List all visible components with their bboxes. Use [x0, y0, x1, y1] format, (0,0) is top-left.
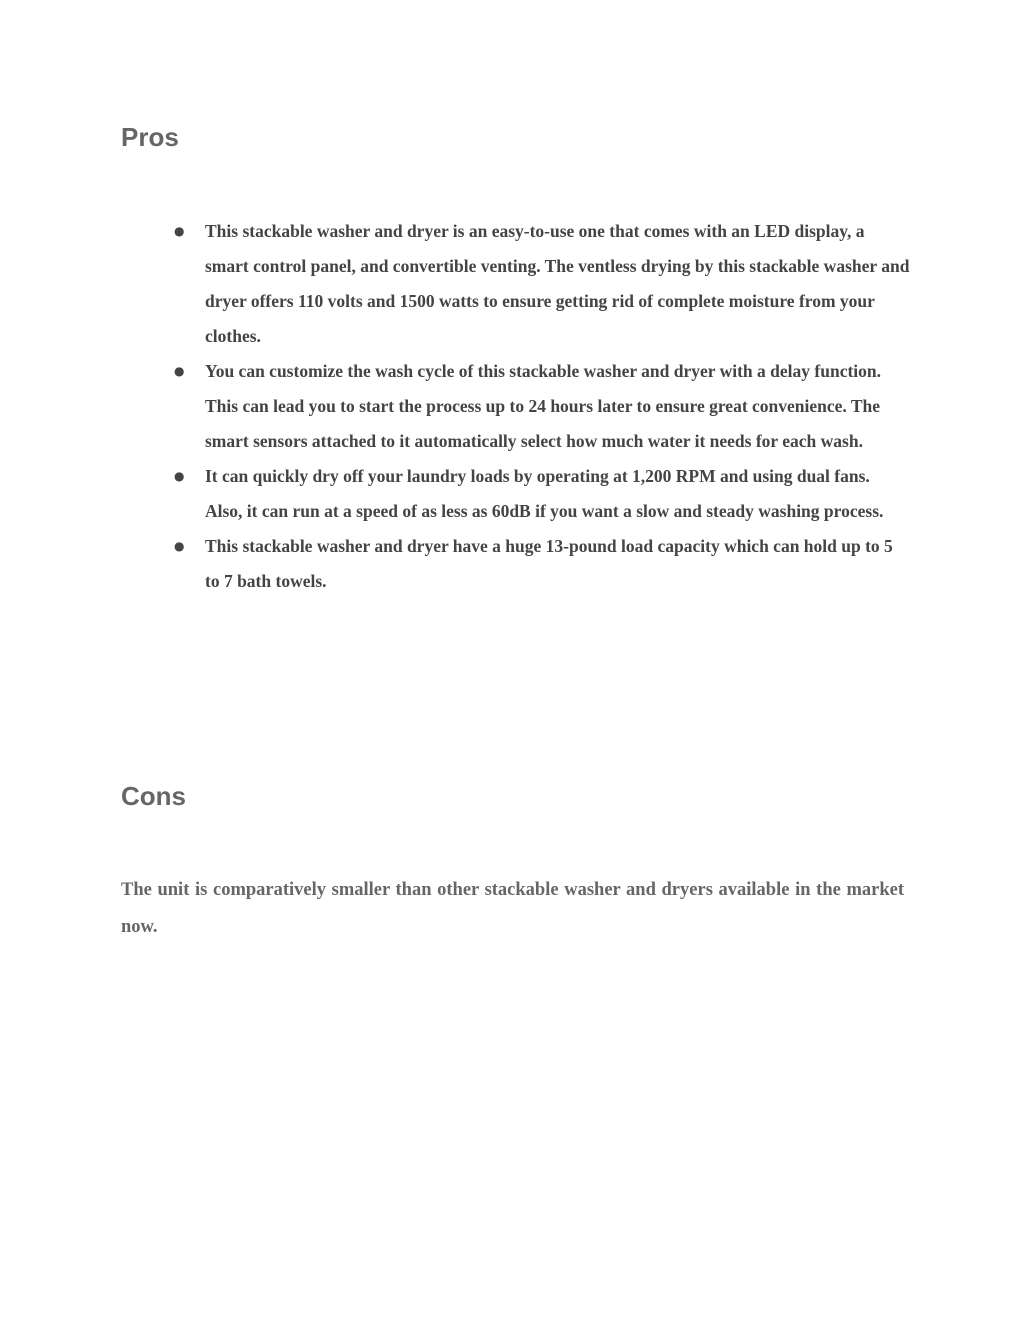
pros-item-text: You can customize the wash cycle of this stackable washer and dryer with a delay function. This can lead you to start the process up to 24 hours later to ensure great convenience. The smart sensors attached to it automatically select how much water it needs for each wash. — [205, 361, 882, 451]
pros-list-item — [174, 214, 910, 354]
bullet-icon: ● — [174, 539, 185, 553]
bullet-icon: ● — [174, 364, 185, 378]
pros-item-text: This stackable washer and dryer is an easy-to-use one that comes with an LED display, a smart control panel, and convertible venting. The ventless drying by this stackable washer and dryer offers 110 volts and 1500 watts to ensure getting rid of complete moisture from your clothes. — [205, 221, 910, 346]
pros-list-item — [174, 529, 910, 599]
pros-item-text: This stackable washer and dryer have a huge 13-pound load capacity which can hold up to 5 to 7 bath towels. — [205, 536, 893, 591]
pros-list-item — [174, 459, 910, 529]
pros-list-item — [174, 354, 910, 459]
bullet-icon: ● — [174, 469, 185, 483]
pros-item-text: It can quickly dry off your laundry loads by operating at 1,200 RPM and using dual fans. Also, it can run at a speed of as less as 60dB if you want a slow and steady washing process. — [205, 466, 884, 521]
pros-heading: Pros — [121, 122, 179, 152]
cons-paragraph: The unit is comparatively smaller than other stackable washer and dryers available in the market now. — [121, 880, 904, 937]
cons-heading: Cons — [121, 781, 186, 811]
pros-list — [174, 214, 910, 599]
bullet-icon: ● — [174, 224, 185, 238]
